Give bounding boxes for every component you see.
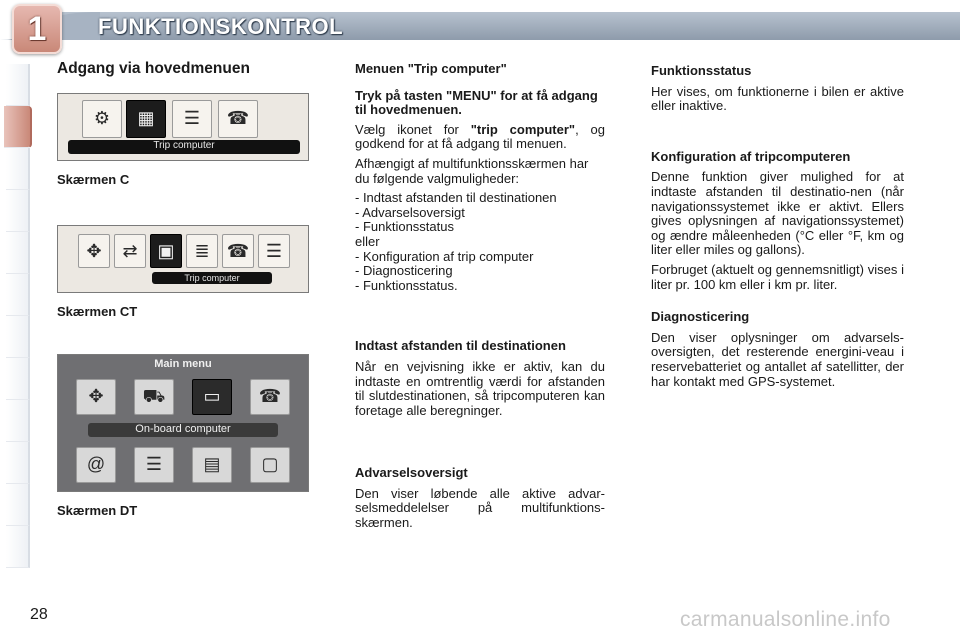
trip-menu-heading: Menuen "Trip computer" [355,61,507,76]
options-intro: Afhængigt af multifunktionsskærmen har du følgende valgmuligheder: [355,155,589,186]
chapter-tab-active [4,106,32,148]
trip-computer-icon: ▦ [126,100,166,138]
screen-dt-selection-bar: On-board computer [88,423,278,437]
list-item: - Funktionsstatus. [355,277,458,293]
settings-sliders-icon: ☰ [134,447,174,483]
chapter-tab [6,316,30,358]
chapter-tab [6,148,30,190]
watermark: carmanualsonline.info [680,608,891,631]
chapter-badge [12,4,62,54]
screen-ct-image [57,225,309,293]
page-title: FUNKTIONSKONTROL [98,14,344,39]
list-item: - Konfiguration af trip computer [355,248,534,264]
section-title: Adgang via hovedmenuen [57,60,250,77]
chapter-tab [6,274,30,316]
screen-icon: ▢ [250,447,290,483]
navigation-icon: ✥ [78,234,110,268]
navigation-icon: ⚙ [82,100,122,138]
navigation-icon: ✥ [76,379,116,415]
settings-sliders-icon: ☰ [258,234,290,268]
chapter-number: 1 [27,9,47,48]
phone-icon: ☎ [218,100,258,138]
chapter-tab [6,358,30,400]
screen-c-caption: Skærmen C [57,171,130,187]
instruction-text: Tryk på tasten "MENU" for at få adgang til hovedmenuen. [355,87,598,118]
list-item: - Funktionsstatus [355,219,454,235]
chapter-tab-strip [0,64,34,568]
screen-dt-image [57,354,309,492]
config-heading: Konfiguration af tripcomputeren [651,148,851,164]
screen-c-image [57,93,309,161]
trip-computer-icon: ▭ [192,379,232,415]
left-column [57,62,307,518]
chapter-tab [6,400,30,442]
phone-at-icon: @ [76,447,116,483]
phone-icon: ☎ [250,379,290,415]
diagnostics-heading: Diagnosticering [651,309,750,325]
chapter-tab [6,190,30,232]
options-list-b [355,250,605,294]
chapter-tab [6,232,30,274]
middle-column [355,62,605,536]
map-icon: ▤ [192,447,232,483]
trip-computer-icon: ▣ [150,234,182,268]
phone-icon: ☎ [222,234,254,268]
destination-heading: Indtast afstanden til destinationen [355,338,566,354]
chapter-tab [6,64,30,106]
list-item: - Diagnosticering [355,263,453,279]
car-icon: ⛟ [134,379,174,415]
right-column [651,64,904,394]
config-text: Denne funktion giver mulighed for at indtaste afstanden til destinatio-nen (når navigationssystemet ikke er aktivt. Ellers gives oplysningen af navigationssystemet) og ændre måleenheden (°C eller °F, km og liter eller miles og gallons). [651,169,904,258]
options-list-a [355,191,605,235]
list-icon: ≣ [186,234,218,268]
options-or: eller [355,233,380,249]
select-icon-text: Vælg ikonet for "trip computer", og godkend for at få adgang til menuen. [355,121,605,152]
chapter-tab [6,442,30,484]
list-item: - Advarselsoversigt [355,204,465,220]
chapter-tab [6,484,30,526]
chapter-tab [6,526,30,568]
screen-dt-title: Main menu [154,357,212,370]
list-item: - Indtast afstanden til destinationen [355,190,557,206]
warnings-heading: Advarselsoversigt [355,465,468,481]
screen-dt-caption: Skærmen DT [57,502,138,518]
status-text: Her vises, om funktionerne i bilen er aktive eller inaktive. [651,83,904,114]
trip-icon: ⇄ [114,234,146,268]
screen-c-selection-bar: Trip computer [68,140,300,154]
consumption-text: Forbruget (aktuelt og gennemsnitligt) vises i liter pr. 100 km eller i km pr. liter. [651,261,904,292]
screen-ct-selection-bar: Trip computer [152,272,272,284]
diagnostics-text: Den viser oplysninger om advarsels-oversigten, det resterende energini-veau i reservebatteriet og antallet af satellitter, der har kontakt med GPS-systemet. [651,329,904,389]
page-number: 28 [30,606,48,623]
warnings-text: Den viser løbende alle aktive advar-selsmeddelelser på multifunktions-skærmen. [355,485,605,531]
destination-text: Når en vejvisning ikke er aktiv, kan du indtaste en omtrentlig værdi for afstanden til slutdestinationen, så tripcomputeren kan foretage alle beregninger. [355,358,605,418]
screen-ct-caption: Skærmen CT [57,304,138,320]
settings-sliders-icon: ☰ [172,100,212,138]
status-heading: Funktionsstatus [651,63,752,78]
